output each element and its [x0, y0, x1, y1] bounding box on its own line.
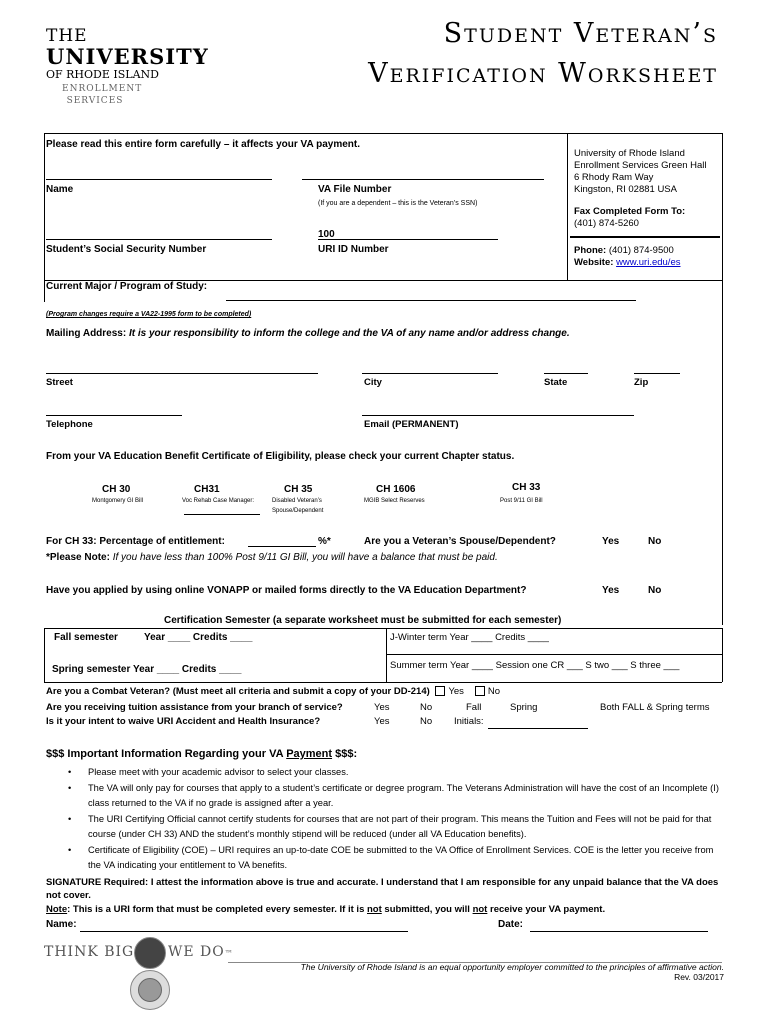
- street-label: Street: [46, 377, 73, 388]
- fall-year-credits[interactable]: Year ____ Credits ____: [144, 632, 253, 643]
- telephone-label: Telephone: [46, 419, 93, 430]
- website-link[interactable]: www.uri.edu/es: [616, 257, 681, 268]
- ch30-sub: Montgomery GI Bill: [92, 498, 144, 504]
- ch35-option[interactable]: CH 35: [284, 484, 313, 495]
- logo-services: SERVICES: [66, 96, 124, 106]
- uri-id-line[interactable]: [318, 239, 498, 240]
- combat-row: Are you a Combat Veteran? (Must meet all criteria and submit a copy of your DD-214) Yes No: [46, 686, 501, 697]
- fax-label: Fax Completed Form To:: [574, 206, 686, 217]
- list-item: • The VA will only pay for courses that apply to a student’s certificate or degree program. The Veterans Administration will have the cost of an Incomplete (I) class returned to the VA if no grade is assigned after a year.: [62, 781, 722, 812]
- uri-id-label: URI ID Number: [318, 244, 389, 255]
- jwinter-row[interactable]: J-Winter term Year ____ Credits ____: [390, 632, 549, 643]
- tuition-spring[interactable]: Spring: [510, 702, 538, 713]
- signature-name-label: Name:: [46, 919, 77, 930]
- title-line1: Student Veteran’s: [443, 18, 718, 49]
- va-file-label: VA File Number: [318, 184, 392, 195]
- email-label: Email (PERMANENT): [364, 419, 459, 430]
- city-label: City: [364, 377, 382, 388]
- spouse-question: Are you a Veteran’s Spouse/Dependent?: [364, 536, 556, 547]
- mailing-address: Mailing Address: It is your responsibility to inform the college and the VA of any name and/or address change.: [46, 328, 570, 339]
- important-bullets: [62, 765, 722, 874]
- spouse-no[interactable]: No: [648, 536, 662, 547]
- spouse-yes[interactable]: Yes: [602, 536, 620, 547]
- city-line[interactable]: [362, 373, 498, 374]
- waive-no[interactable]: No: [420, 716, 433, 727]
- initials-label: Initials:: [454, 716, 484, 727]
- name-label: Name: [46, 184, 74, 195]
- vonapp-question: Have you applied by using online VONAPP or mailed forms directly to the VA Education Department?: [46, 585, 527, 596]
- initials-line[interactable]: [488, 728, 588, 729]
- summer-term-row[interactable]: Summer term Year ____ Session one CR ___ S two ___ S three ___: [390, 660, 680, 671]
- ch35-sub1: Disabled Veteran’s: [272, 498, 322, 504]
- university-seal-icon: [130, 970, 170, 1010]
- address-line3: 6 Rhody Ram Way: [574, 172, 654, 183]
- think-big: THINK BIG: [44, 944, 135, 960]
- combat-no-checkbox[interactable]: [475, 686, 485, 696]
- intro-text: Please read this entire form carefully – it affects your VA payment.: [46, 139, 360, 150]
- phone-row: Phone: (401) 874-9500: [574, 245, 674, 256]
- zip-label: Zip: [634, 377, 649, 388]
- major-note: (Program changes require a VA22-1995 form to be completed): [46, 311, 252, 318]
- percentage-line[interactable]: [248, 546, 316, 547]
- ch33-sub: Post 9/11 GI Bill: [500, 498, 543, 504]
- va-file-note: (If you are a dependent – this is the Veteran’s SSN): [318, 200, 478, 207]
- percentage-symbol: %*: [318, 536, 331, 547]
- vonapp-no[interactable]: No: [648, 585, 662, 596]
- note-line: Note: This is a URI form that must be completed every semester. If it is not submitted, you will not receive your VA payment.: [46, 904, 606, 915]
- chapter-prompt: From your VA Education Benefit Certificate of Eligibility, please check your current Chapter status.: [46, 451, 515, 462]
- combat-yes-checkbox[interactable]: [435, 686, 445, 696]
- certification-heading: Certification Semester (a separate worksheet must be submitted for each semester): [164, 615, 562, 626]
- fax-number: (401) 874-5260: [574, 218, 639, 229]
- telephone-line[interactable]: [46, 415, 182, 416]
- ch35-sub2: Spouse/Dependent: [272, 508, 324, 514]
- ssn-label: Student’s Social Security Number: [46, 244, 207, 255]
- ssn-line[interactable]: [46, 239, 272, 240]
- address-line4: Kingston, RI 02881 USA: [574, 184, 677, 195]
- case-manager-line[interactable]: [184, 514, 260, 515]
- waive-question: Is it your intent to waive URI Accident and Health Insurance?: [46, 716, 321, 727]
- website-row: Website: www.uri.edu/es: [574, 257, 681, 268]
- ch30-option[interactable]: CH 30: [102, 484, 131, 495]
- address-line2: Enrollment Services Green Hall: [574, 160, 707, 171]
- major-line[interactable]: [226, 300, 636, 301]
- ch31-option[interactable]: CH31: [194, 484, 220, 495]
- state-line[interactable]: [544, 373, 588, 374]
- major-label: Current Major / Program of Study:: [46, 281, 208, 292]
- logo-the: THE: [46, 26, 88, 46]
- address-block: [574, 148, 707, 196]
- address-line1: University of Rhode Island: [574, 148, 685, 159]
- date-line[interactable]: [530, 931, 708, 932]
- tuition-no[interactable]: No: [420, 702, 433, 713]
- signature-name-line[interactable]: [80, 931, 408, 932]
- ch33-option[interactable]: CH 33: [512, 482, 541, 493]
- email-line[interactable]: [362, 415, 634, 416]
- title-line2: Verification Worksheet: [368, 58, 718, 89]
- tuition-question: Are you receiving tuition assistance from your branch of service?: [46, 702, 343, 713]
- ch31-sub: Voc Rehab Case Manager:: [182, 498, 255, 504]
- name-line[interactable]: [46, 179, 272, 180]
- state-label: State: [544, 377, 568, 388]
- spring-semester-row[interactable]: Spring semester Year ____ Credits ____: [52, 664, 242, 675]
- signature-statement: SIGNATURE Required: I attest the information above is true and accurate. I understand that I am responsible for any unpaid balance that the VA does not cover.: [46, 877, 719, 901]
- ch1606-option[interactable]: CH 1606: [376, 484, 416, 495]
- street-line[interactable]: [46, 373, 318, 374]
- ch1606-sub: MGIB Select Reserves: [364, 498, 425, 504]
- va-file-line[interactable]: [302, 179, 544, 180]
- tuition-fall[interactable]: Fall: [466, 702, 482, 713]
- logo-university: UNIVERSITY: [46, 44, 209, 69]
- list-item: • Certificate of Eligibility (COE) – URI requires an up-to-date COE be submitted to the VA Office of Enrollment Services. COE is the letter you receive from the VA indicating your entitlement to VA benefits.: [62, 843, 722, 874]
- gi-bill-note: *Please Note: If you have less than 100% Post 9/11 GI Bill, you will have a balance that must be paid.: [46, 552, 498, 563]
- list-item: • Please meet with your academic advisor to select your classes.: [62, 765, 722, 781]
- tuition-yes[interactable]: Yes: [374, 702, 390, 713]
- important-heading: $$$ Important Information Regarding your VA Payment $$$:: [46, 748, 358, 760]
- zip-line[interactable]: [634, 373, 680, 374]
- waive-yes[interactable]: Yes: [374, 716, 390, 727]
- vonapp-yes[interactable]: Yes: [602, 585, 620, 596]
- percentage-label: For CH 33: Percentage of entitlement:: [46, 536, 225, 547]
- uri-id-prefix: 100: [318, 229, 335, 240]
- revision-date: Rev. 03/2017: [674, 972, 724, 982]
- equal-opportunity-statement: The University of Rhode Island is an equal opportunity employer committed to the principles of affirmative action.: [300, 962, 724, 972]
- date-label: Date:: [498, 919, 524, 930]
- logo-enrollment: ENROLLMENT: [62, 84, 143, 94]
- we-do: WE DO™: [168, 944, 234, 960]
- tuition-both[interactable]: Both FALL & Spring terms: [600, 702, 710, 713]
- fall-semester-label: Fall semester: [54, 632, 118, 643]
- globe-icon: [134, 937, 166, 969]
- logo-of-rhode-island: OF RHODE ISLAND: [46, 68, 159, 81]
- list-item: • The URI Certifying Official cannot certify students for courses that are not part of their program. This means the Tuition and Fees will not be paid for that course (under CH 33) AND the student’s monthly stipend will be reduced (under all VA Education benefits).: [62, 812, 722, 843]
